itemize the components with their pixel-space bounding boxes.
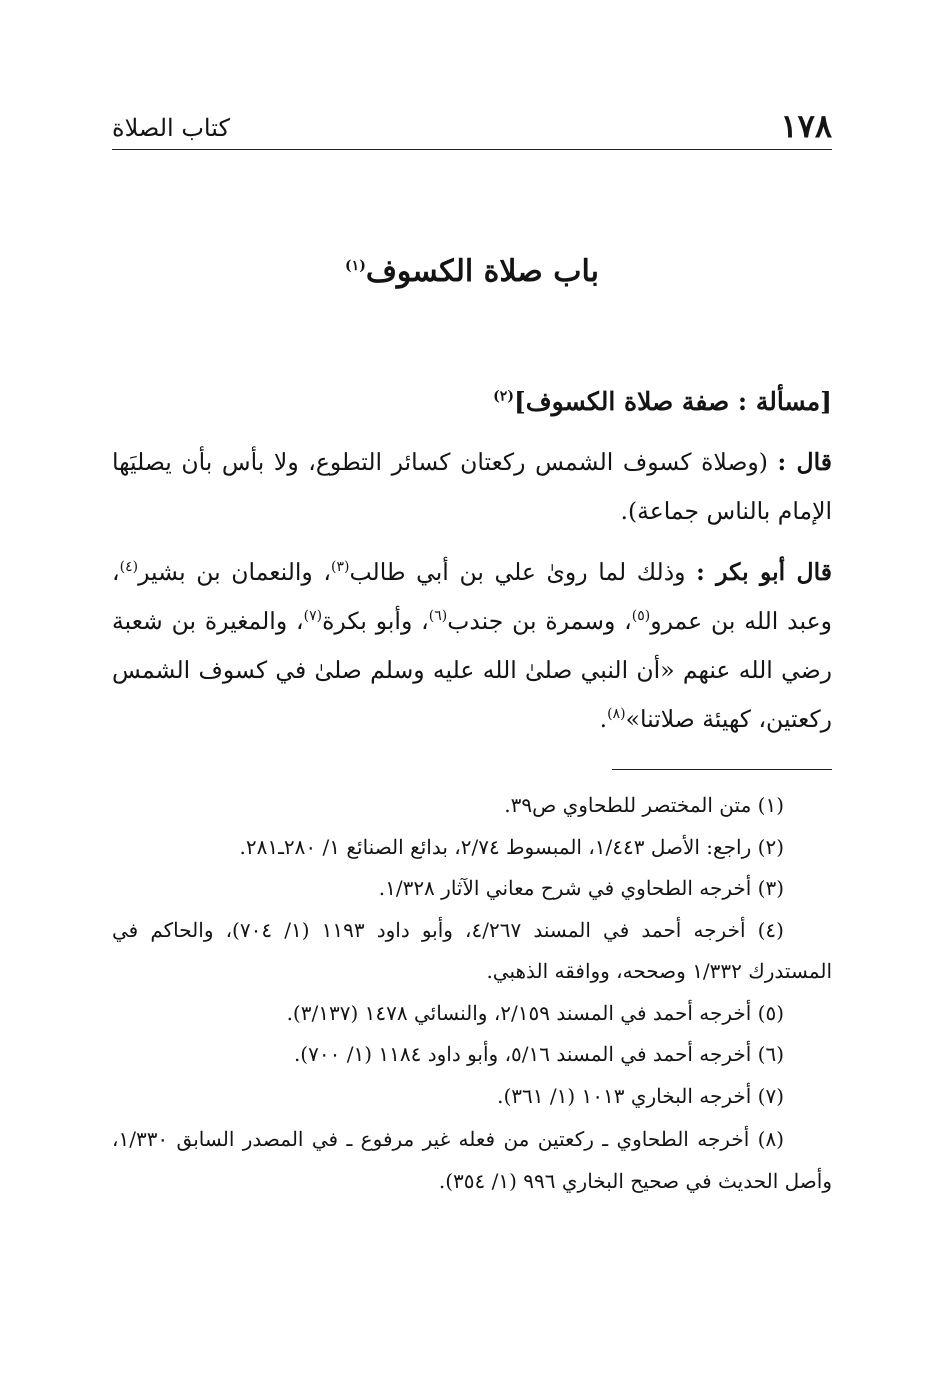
paragraph-1: [112, 438, 832, 536]
footnote-8: (٨) أخرجه الطحاوي ـ ركعتين من فعله غير مرفوع ـ في المصدر السابق ١/٣٣٠، وأصل الحديث في صحيح البخاري ٩٩٦ (١/ ٣٥٤).: [112, 1127, 832, 1193]
footnote-2: (٢) راجع: الأصل ١/٤٤٣، المبسوط ٢/٧٤، بدائع الصنائع ١/ ٢٨٠ـ٢٨١.: [239, 834, 784, 859]
footnote-7: (٧) أخرجه البخاري ١٠١٣ (١/ ٣٦١).: [497, 1083, 784, 1108]
book-title: كتاب الصلاة: [112, 114, 230, 142]
paragraph-text: ، وسمرة بن جندب: [447, 607, 632, 635]
masala-title: [مسألة : صفة صلاة الكسوف]: [513, 387, 832, 416]
paragraph-text: ، وعبد الله بن عمرو: [112, 558, 832, 635]
paragraph-text: ، وأبو بكرة: [322, 607, 429, 635]
masala-heading: [493, 380, 832, 424]
paragraph-text: ، والنعمان بن بشير: [138, 558, 331, 586]
paragraph-text: .: [599, 705, 608, 733]
footnote-ref: (١): [345, 258, 366, 274]
footnote-4: (٤) أخرجه أحمد في المسند ٤/٢٦٧، وأبو داود ١١٩٣ (١/ ٧٠٤)، والحاكم في المستدرك ١/٣٣٢ وصححه، ووافقه الذهبي.: [112, 917, 832, 983]
footnote-ref: (٦): [428, 608, 448, 625]
paragraph-text: وذلك لما روىٰ علي بن أبي طالب: [349, 558, 686, 586]
header-divider: [112, 149, 832, 150]
footnote-ref: (٧): [303, 608, 323, 625]
speaker-label: قال :: [777, 448, 832, 476]
paragraph-text: ، والمغيرة بن شعبة رضي الله عنهم «أن النبي صلىٰ الله عليه وسلم صلىٰ في كسوف الشمس ركعتين، كهيئة صلاتنا»: [112, 607, 832, 733]
footnotes: [112, 785, 832, 1202]
paragraph-text: (وصلاة كسوف الشمس ركعتان كسائر التطوع، ولا بأس بأن يصليَها الإمام بالناس جماعة).: [112, 448, 832, 525]
footnote-divider: [612, 769, 832, 770]
footnote-3: (٣) أخرجه الطحاوي في شرح معاني الآثار ١/٣٢٨.: [378, 876, 784, 900]
footnote-ref: (٤): [119, 559, 139, 576]
paragraph-2: [112, 548, 832, 744]
footnote-ref: (٣): [330, 559, 350, 576]
chapter-title-text: باب صلاة الكسوف: [365, 254, 599, 289]
footnote-6: (٦) أخرجه أحمد في المسند ٥/١٦، وأبو داود ١١٨٤ (١/ ٧٠٠).: [293, 1042, 784, 1066]
chapter-title: [112, 248, 832, 296]
footnote-5: (٥) أخرجه أحمد في المسند ٢/١٥٩، والنسائي ١٤٧٨ (٣/١٣٧).: [286, 1000, 784, 1025]
footnote-ref: (٢): [493, 388, 514, 405]
footnote-1: (١) متن المختصر للطحاوي ص٣٩.: [504, 793, 784, 817]
footnote-ref: (٥): [631, 608, 651, 625]
speaker-label: قال أبو بكر :: [696, 558, 832, 586]
page-header: [112, 108, 832, 144]
footnote-ref: (٨): [607, 706, 626, 723]
page-number: ١٧٨: [780, 107, 832, 145]
